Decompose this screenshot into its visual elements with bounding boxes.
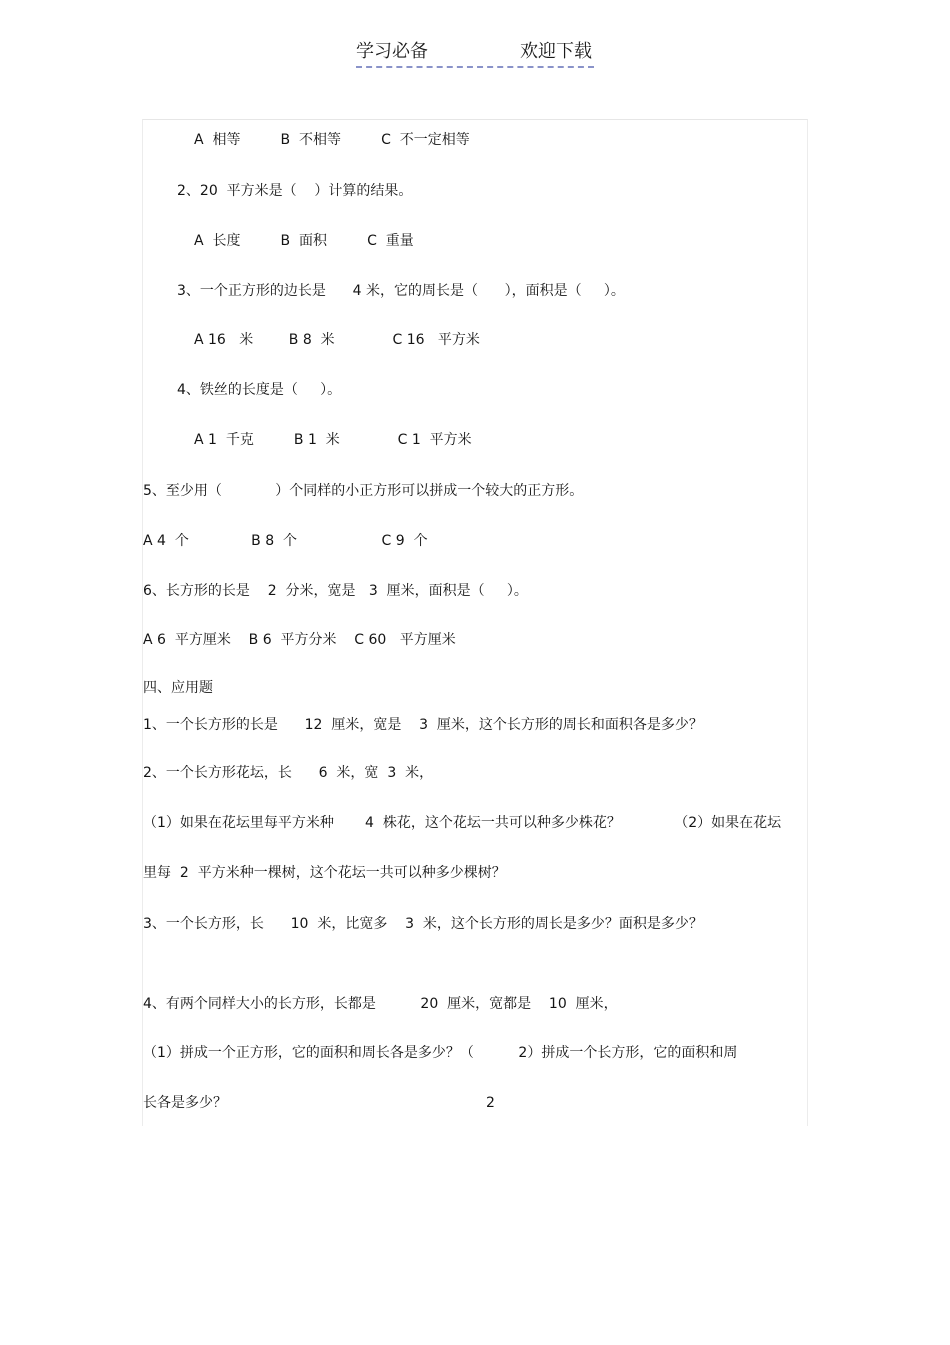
text-line: 2、20 平方米是（ ）计算的结果。 — [177, 183, 413, 199]
content-frame — [142, 119, 808, 1126]
header-right-text: 欢迎下载 — [520, 41, 592, 62]
text-line: 1、一个长方形的长是 12 厘米，宽是 3 厘米，这个长方形的周长和面积各是多少？ — [143, 717, 703, 733]
text-line: 长各是多少？ — [143, 1095, 227, 1111]
text-line: 5、至少用（ ）个同样的小正方形可以拼成一个较大的正方形。 — [143, 483, 584, 499]
text-line: 2、一个长方形花坛，长 6 米，宽 3 米， — [143, 765, 434, 781]
text-line: 四、应用题 — [143, 680, 213, 696]
text-line: A 长度 B 面积 C 重量 — [194, 233, 414, 249]
text-line: （1）如果在花坛里每平方米种 4 株花，这个花坛一共可以种多少株花？ （2）如果在花坛 — [143, 815, 782, 831]
text-line: 3、一个长方形，长 10 米，比宽多 3 米，这个长方形的周长是多少？面积是多少？ — [143, 916, 703, 932]
text-line: 6、长方形的长是 2 分米，宽是 3 厘米，面积是（ ）。 — [143, 583, 528, 599]
text-line: 3、一个正方形的边长是 4 米，它的周长是（ ），面积是（ ）。 — [177, 283, 625, 299]
page-number: 2 — [486, 1095, 495, 1111]
text-line: 4、铁丝的长度是（ ）。 — [177, 382, 342, 398]
text-line: 4、有两个同样大小的长方形，长都是 20 厘米，宽都是 10 厘米， — [143, 996, 618, 1012]
page-header — [356, 40, 594, 68]
text-line: A 1 千克 B 1 米 C 1 平方米 — [194, 432, 472, 448]
header-left-text: 学习必备 — [356, 41, 428, 62]
text-line: （1）拼成一个正方形，它的面积和周长各是多少？（ 2）拼成一个长方形，它的面积和周 — [143, 1045, 738, 1061]
text-line: A 相等 B 不相等 C 不一定相等 — [194, 132, 470, 148]
text-line: A 6 平方厘米 B 6 平方分米 C 60 平方厘米 — [143, 632, 456, 648]
text-line: A 4 个 B 8 个 C 9 个 — [143, 533, 428, 549]
text-line: 里每 2 平方米种一棵树，这个花坛一共可以种多少棵树？ — [143, 865, 506, 881]
text-line: A 16 米 B 8 米 C 16 平方米 — [194, 332, 480, 348]
